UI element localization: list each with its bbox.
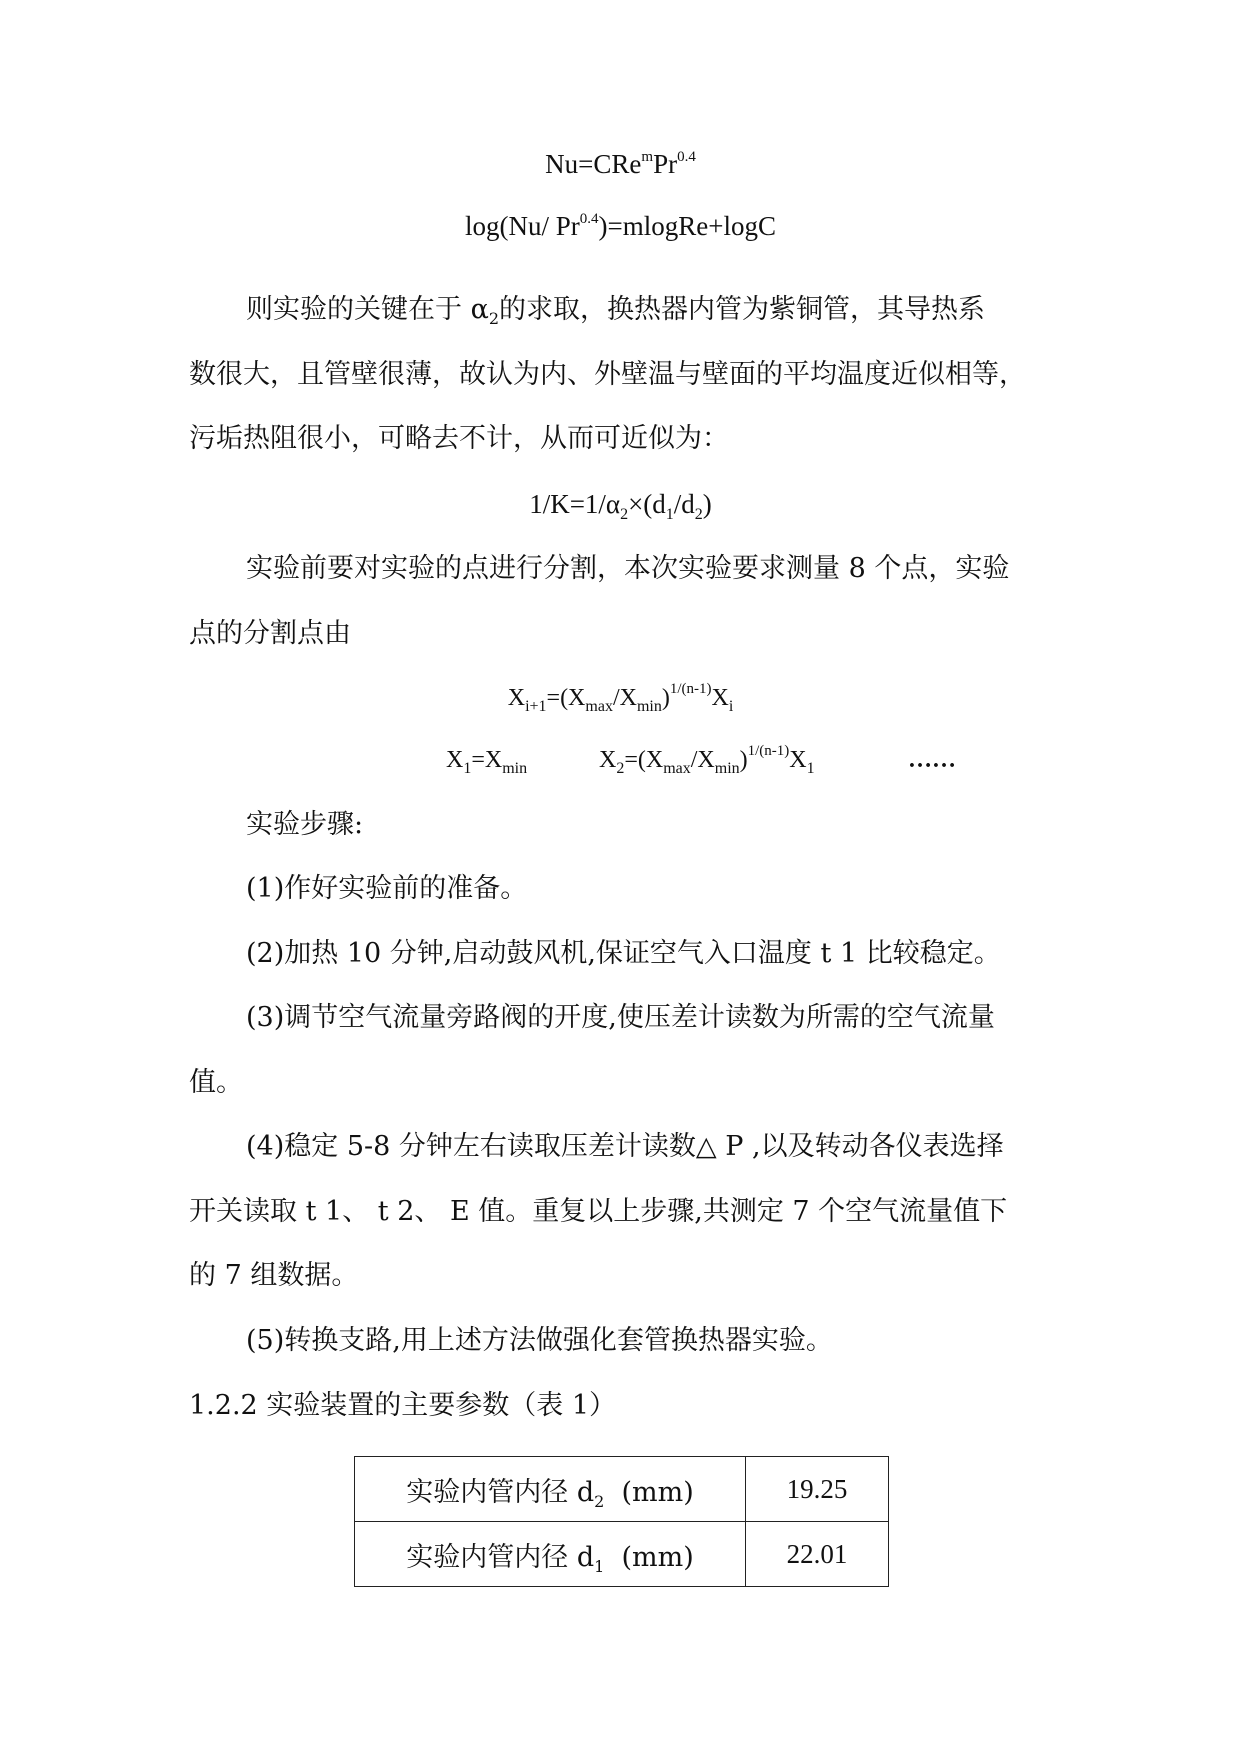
paragraph1-line3: 污垢热阻很小，可略去不计，从而可近似为： (189, 423, 729, 454)
section-title: 1.2.2 实验装置的主要参数（表 1） (189, 1390, 617, 1421)
formula-xi: $X_{i+1}=(X_{max}/X_{min})^{1/(n-1)}X_i$ (507, 681, 734, 715)
step-4-line2: 开关读取 t 1、 t 2、 E 值。重复以上步骤,共测定 7 个空气流量值下 (189, 1196, 1008, 1227)
step-4-line3: 的 7 组数据。 (189, 1260, 359, 1291)
paragraph2-line2: 点的分割点由 (189, 618, 351, 649)
steps-heading: 实验步骤: (246, 809, 364, 840)
formula-log: log(Nu/ $Pr^{0.4})=mlogRe+\log C$ (465, 211, 776, 241)
table-row (355, 1522, 889, 1587)
step-3-line1: (3)调节空气流量旁路阀的开度,使压差计读数为所需的空气流量 (246, 1002, 995, 1033)
step-1: (1)作好实验前的准备。 (246, 873, 528, 904)
step-5: (5)转换支路,用上述方法做强化套管换热器实验。 (246, 1325, 833, 1356)
table-cell-value: 19.25 (746, 1457, 889, 1522)
step-4-line1: (4)稳定 5-8 分钟左右读取压差计读数△ P ,以及转动各仪表选择 (246, 1131, 1004, 1162)
formula-ellipsis: …… (908, 747, 956, 773)
formula-x2: $X_2=(X_{max}/X_{min})^{1/(n-1)}X_1$ (599, 743, 815, 777)
step-3-line2: 值。 (189, 1067, 243, 1098)
table-cell-label: 实验内管内径 $d_1$ (mm) (355, 1522, 746, 1587)
formula-k: $1/K=1/\alpha_2\times(d_1/d_2)$ (529, 489, 712, 523)
table-row (355, 1457, 889, 1522)
paragraph1-line1: 则实验的关键在于 $\alpha_2$的求取，换热器内管为紫铜管，其导热系 (246, 294, 986, 328)
paragraph1-line2: 数很大，且管壁很薄，故认为内、外壁温与壁面的平均温度近似相等， (189, 359, 1026, 390)
paragraph2-line1: 实验前要对实验的点进行分割，本次实验要求测量 8 个点，实验 (246, 553, 1010, 584)
step-2: (2)加热 10 分钟,启动鼓风机,保证空气入口温度 t 1 比较稳定。 (246, 938, 1001, 969)
table-cell-label: 实验内管内径 $d_2$ (mm) (355, 1457, 746, 1522)
parameters-table (354, 1456, 889, 1587)
formula-x1: $X_1=X_{min}$ (446, 747, 528, 777)
table-cell-value: 22.01 (746, 1522, 889, 1587)
formula-nusselt: $Nu=CRe^mPr^{0.4}$ (545, 149, 696, 179)
